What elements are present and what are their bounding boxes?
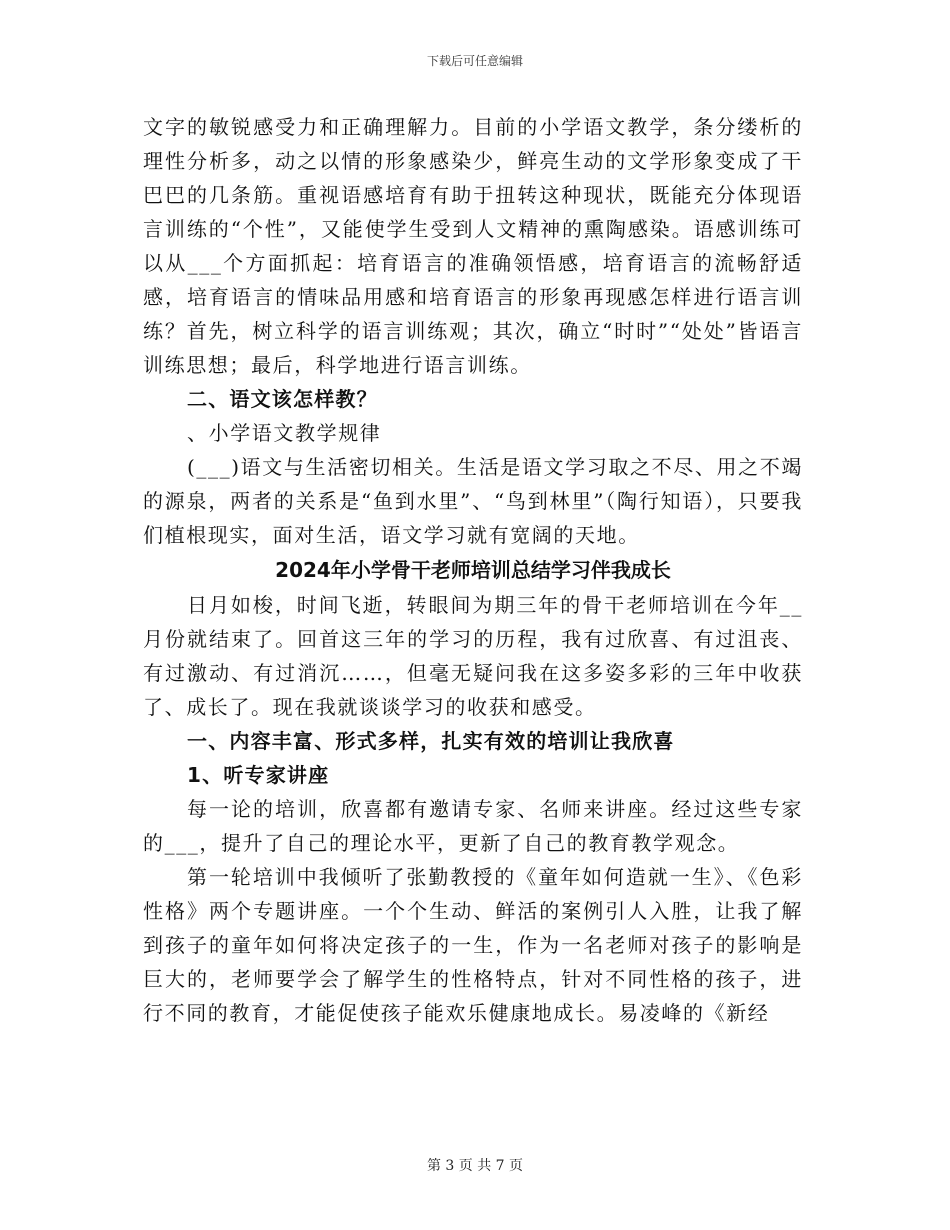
subheading-expert-lectures: 1、听专家讲座 — [187, 763, 330, 787]
paragraph-intro: 日月如梭，时间飞逝，转眼间为期三年的骨干老师培训在今年__月份就结束了。回首这三年的学习的历程，我有过欣喜、有过沮丧、有过激动、有过消沉……，但毫无疑问我在这多姿多彩的三年中收获了、成长了。现在我就谈谈学习的收获和感受。 — [143, 593, 803, 719]
document-title: 2024年小学骨干老师培训总结学习伴我成长 — [275, 558, 671, 582]
section-heading-how-to-teach: 二、语文该怎样教？ — [187, 387, 378, 411]
paragraph-language-sense: 文字的敏锐感受力和正确理解力。目前的小学语文教学，条分缕析的理性分析多，动之以情的形象感染少，鲜亮生动的文学形象变成了干巴巴的几条筋。重视语感培育有助于扭转这种现状，既能充分体现语言训练的“个性”，又能使学生受到人文精神的熏陶感染。语感训练可以从___个方面抓起：培育语言的准确领悟感，培育语言的流畅舒适感，培育语言的情味品用感和培育语言的形象再现感怎样进行语言训练？首先，树立科学的语言训练观；其次，确立“时时”“处处”皆语言训练思想；最后，科学地进行语言训练。 — [143, 115, 803, 377]
paragraph-teaching-rules: 、小学语文教学规律 — [187, 421, 382, 445]
document-body — [143, 110, 803, 1030]
section-heading-training-content: 一、内容丰富、形式多样，扎实有效的培训让我欣喜 — [187, 729, 675, 753]
paragraph-first-round-training: 第一轮培训中我倾听了张勤教授的《童年如何造就一生》、《色彩性格》两个专题讲座。一个个生动、鲜活的案例引人入胜，让我了解到孩子的童年如何将决定孩子的一生，作为一名老师对孩子的影响是巨大的，老师要学会了解学生的性格特点，针对不同性格的孩子，进行不同的教育，才能促使孩子能欢乐健康地成长。易凌峰的《新经 — [143, 865, 803, 1025]
page-footer: 第 3 页 共 7 页 — [426, 1158, 524, 1174]
paragraph-expert-invites: 每一论的培训，欣喜都有邀请专家、名师来讲座。经过这些专家的___，提升了自己的理论水平，更新了自己的教育教学观念。 — [143, 797, 803, 855]
paragraph-language-and-life: (___)语文与生活密切相关。生活是语文学习取之不尽、用之不竭的源泉，两者的关系是“鱼到水里”、“鸟到林里”（陶行知语），只要我们植根现实，面对生活，语文学习就有宽阔的天地。 — [143, 455, 803, 547]
page-header: 下载后可任意编辑 — [426, 54, 523, 68]
